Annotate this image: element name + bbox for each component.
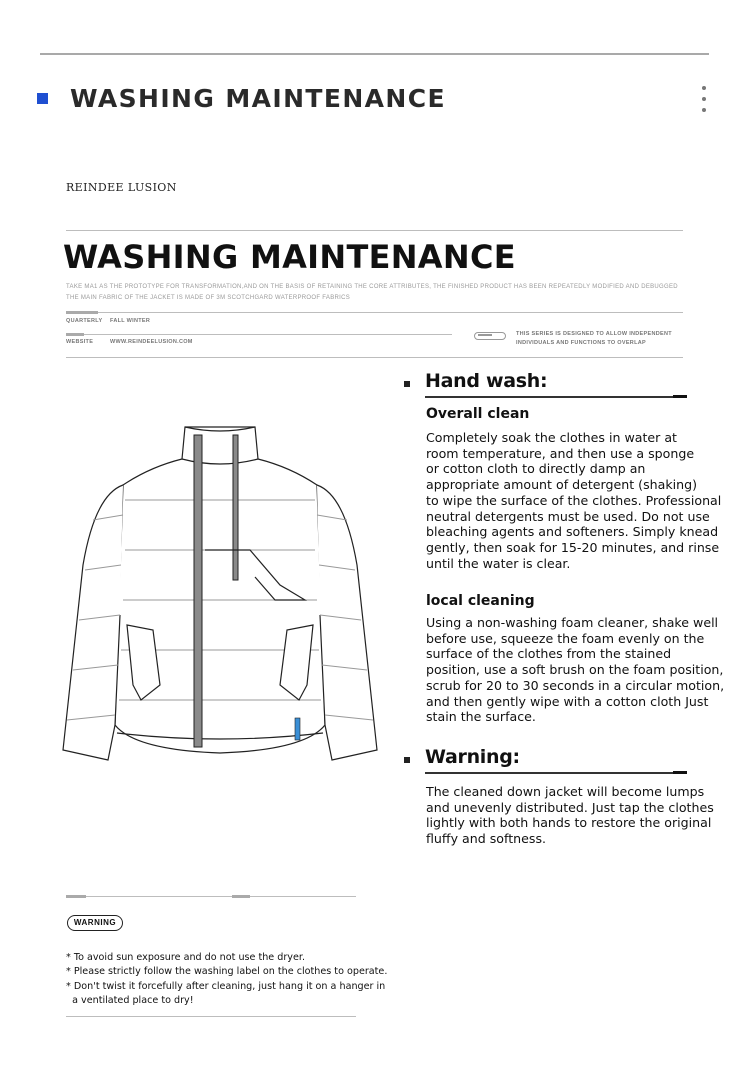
- note-line: * Don't twist it forcefully after cleaning, just hang it on a hanger in: [66, 980, 386, 992]
- text-line: or cotton cloth to directly damp an: [426, 461, 646, 477]
- panel-divider: [66, 312, 683, 313]
- hand-wash-title: Hand wash:: [425, 370, 548, 392]
- jacket-chest-zipper: [233, 435, 238, 580]
- local-cleaning-text: [426, 615, 724, 725]
- notes-divider-accent-left: [66, 895, 86, 898]
- hand-wash-underline: [425, 396, 687, 398]
- overall-clean-text: [426, 430, 721, 571]
- text-line: The cleaned down jacket will become lumps: [426, 784, 705, 799]
- warning-underline-end: [673, 771, 687, 774]
- local-cleaning-subtitle: local cleaning: [426, 593, 535, 609]
- warning-bullet-icon: [404, 757, 410, 763]
- panel-description-line1: TAKE MA1 AS THE PROTOTYPE FOR TRANSFORMATION,AND ON THE BASIS OF RETAINING THE CORE ATTRIBUTES, THE FINISHED PRODUCT HAS BEEN REPEATEDLY MODIFIED AND DEBUGGED: [66, 284, 678, 290]
- text-line: surface of the clothes from the stained: [426, 646, 672, 662]
- page-title: WASHING MAINTENANCE: [70, 84, 446, 113]
- warning-text: [426, 784, 714, 847]
- notes-divider-bottom: [66, 1016, 356, 1017]
- hand-wash-bullet-icon: [404, 381, 410, 387]
- note-line: a ventilated place to dry!: [66, 994, 194, 1006]
- notes-divider-accent-mid: [232, 895, 250, 898]
- text-line: stain the surface.: [426, 709, 536, 725]
- top-divider: [40, 53, 709, 55]
- panel-title: WASHING MAINTENANCE: [63, 238, 516, 276]
- website-label: WEBSITE: [66, 339, 94, 345]
- text-line: gently, then soak for 15-20 minutes, and rinse: [426, 539, 720, 555]
- quarterly-value: FALL WINTER: [110, 318, 151, 324]
- panel-divider-top: [66, 230, 683, 231]
- panel-divider-short: [66, 334, 452, 335]
- jacket-front-zipper: [194, 435, 202, 747]
- toggle-pill-fill: [478, 334, 492, 336]
- text-line: room temperature, and then use a sponge: [426, 445, 695, 461]
- jacket-left-sleeve: [63, 485, 123, 760]
- more-options-icon[interactable]: [702, 86, 708, 119]
- panel-divider-short-accent: [66, 333, 84, 336]
- jacket-illustration: [55, 415, 385, 770]
- jacket-body-outline: [115, 427, 325, 753]
- text-line: Using a non-washing foam cleaner, shake well: [426, 615, 719, 630]
- text-line: and unevenly distributed. Just tap the clothes: [426, 799, 714, 815]
- hand-wash-underline-end: [673, 395, 687, 398]
- text-line: before use, squeeze the foam evenly on the: [426, 630, 705, 646]
- series-text-line2: INDIVIDUALS AND FUNCTIONS TO OVERLAP: [516, 340, 646, 346]
- brand-name: REINDEE LUSION: [66, 181, 177, 194]
- panel-description-line2: THE MAIN FABRIC OF THE JACKET IS MADE OF 3M SCOTCHGARD WATERPROOF FABRICS: [66, 295, 351, 301]
- text-line: to wipe the surface of the clothes. Professional: [426, 492, 722, 508]
- text-line: position, use a soft brush on the foam position,: [426, 662, 724, 678]
- website-value[interactable]: WWW.REINDEELUSION.COM: [110, 339, 193, 345]
- text-line: until the water is clear.: [426, 555, 571, 571]
- text-line: Completely soak the clothes in water at: [426, 430, 677, 445]
- warning-notes: [66, 951, 387, 1008]
- text-line: lightly with both hands to restore the original: [426, 815, 712, 831]
- warning-badge: WARNING: [67, 915, 123, 931]
- panel-divider-bottom: [66, 357, 683, 358]
- note-line: * Please strictly follow the washing label on the clothes to operate.: [66, 966, 388, 978]
- text-line: neutral detergents must be used. Do not use: [426, 508, 710, 524]
- jacket-label-tag: [295, 718, 300, 740]
- text-line: scrub for 20 to 30 seconds in a circular motion,: [426, 677, 725, 693]
- note-line: * To avoid sun exposure and do not use the dryer.: [66, 952, 305, 963]
- warning-underline: [425, 772, 687, 774]
- text-line: appropriate amount of detergent (shaking): [426, 477, 698, 493]
- text-line: fluffy and softness.: [426, 831, 547, 847]
- series-text-line1: THIS SERIES IS DESIGNED TO ALLOW INDEPENDENT: [516, 331, 672, 337]
- jacket-right-sleeve: [317, 485, 377, 760]
- panel-divider-accent: [66, 311, 98, 314]
- notes-divider-top: [66, 896, 356, 897]
- quarterly-label: QUARTERLY: [66, 318, 103, 324]
- warning-title: Warning:: [425, 746, 520, 768]
- overall-clean-subtitle: Overall clean: [426, 406, 530, 422]
- text-line: bleaching agents and softeners. Simply knead: [426, 524, 719, 540]
- text-line: and then gently wipe with a cotton cloth Just: [426, 693, 709, 709]
- accent-square-icon: [37, 93, 48, 104]
